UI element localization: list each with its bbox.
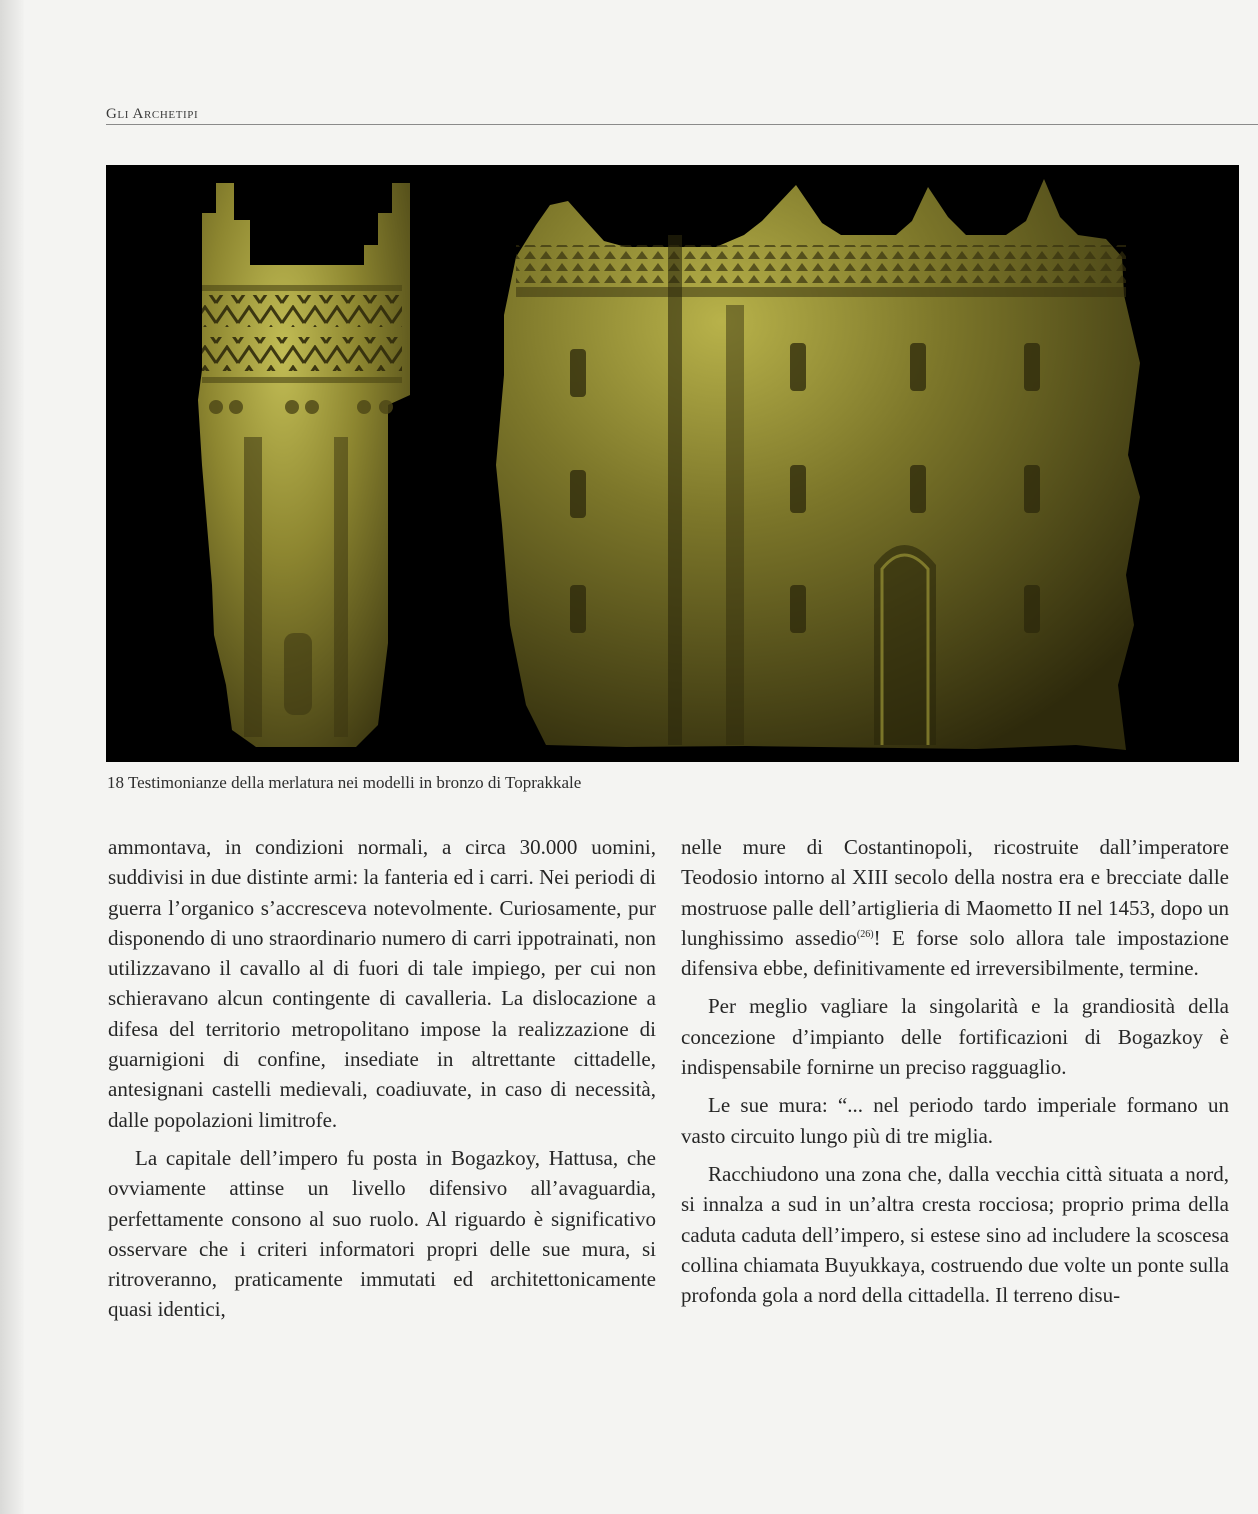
paragraph: La capitale dell’impero fu posta in Bogazkoy, Hattusa, che ovviamente attinse un livello difensivo all’avaguardia, perfettamente consono al suo ruolo. Al riguardo è significativo osservare che i criteri informatori propri delle sue mura, si ritroveranno, praticamente immutati ed architettonicamente quasi identici, [108, 1145, 656, 1322]
paragraph: ammontava, in condizioni normali, a circa 30.000 uomini, suddivisi in due distinte armi: la fanteria ed i carri. Nei periodi di guerra l’organico s’accresceva notevolmente. Curiosamente, pur disponendo di uno straordinario numero di carri ippotrainati, non utilizzavano il cavallo al di fuori di tale impiego, per cui non schieravano alcun contingente di cavalleria. La dislocazione a difesa del territorio metropolitano impose la realizzazione di guarnigioni di confine, insediate in altrettante cittadelle, antesignani castelli medievali, coadiuvate, in caso di necessità, dalle popolazioni limitrofe. [108, 835, 656, 1132]
text-column-left [108, 832, 656, 1333]
figure-caption: 18 Testimonianze della merlatura nei modelli in bronzo di Toprakkale [107, 773, 582, 792]
fortress-model-right [496, 179, 1140, 750]
text-column-right [681, 832, 1229, 1318]
figure-bronze-models [106, 165, 1239, 762]
footnote-reference: (26) [856, 928, 874, 940]
paragraph: Racchiudono una zona che, dalla vecchia città situata a nord, si innalza a sud in un’altra cresta rocciosa; proprio prima della caduta caduta dell’impero, si estese sino ad includere la scoscesa collina chiamata Buyukkaya, costruendo due volte un ponte sulla profonda gola a nord della cittadella. Il terreno disu- [681, 1161, 1229, 1308]
paragraph-text: nelle mure di Costantinopoli, ricostruite dall’imperatore Teodosio intorno al XIII secolo della nostra era e brecciate dalle mostruose palle dell’artiglieria di Maometto II nel 1453, dopo un lunghissimo assedio [681, 835, 1229, 950]
paragraph: Le sue mura: “... nel periodo tardo imperiale formano un vasto circuito lungo più di tre miglia. [681, 1093, 1229, 1148]
page-gutter-shadow [0, 0, 24, 1514]
bronze-models-illustration [106, 165, 1239, 762]
paragraph: Per meglio vagliare la singolarità e la grandiosità della concezione d’impianto delle fortificazioni di Bogazkoy è indispensabile fornirne un preciso ragguaglio. [681, 994, 1229, 1080]
paragraph [681, 832, 1229, 983]
tower-model-left [198, 183, 410, 747]
paragraph-text: ! E forse solo allora tale impostazione difensiva ebbe, definitivamente ed irreversibilmente, termine. [681, 925, 1229, 981]
running-head: Gli Archetipi [106, 106, 199, 122]
header-rule [106, 124, 1258, 125]
